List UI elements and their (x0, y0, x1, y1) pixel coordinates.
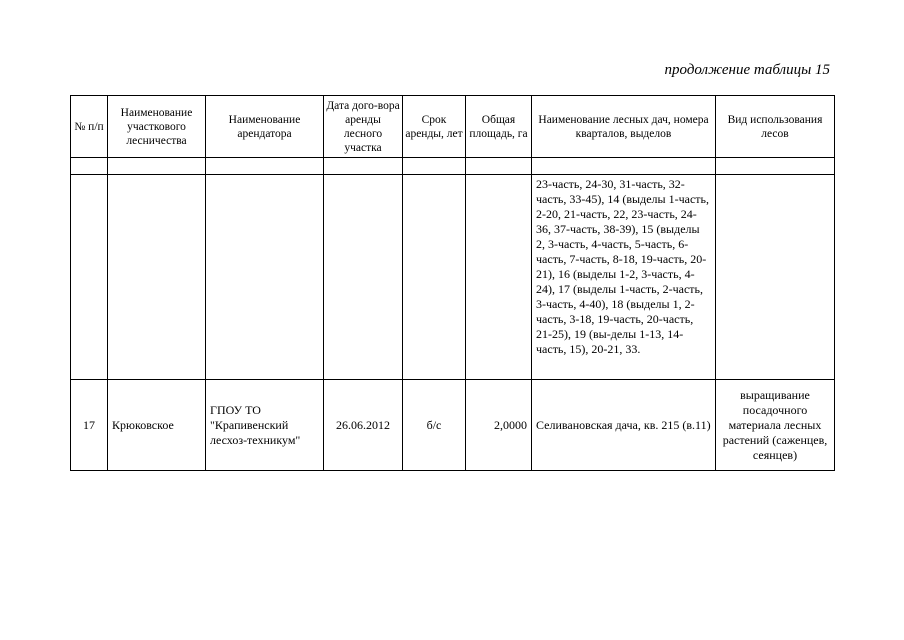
header-use: Вид использования лесов (716, 96, 835, 158)
cell-num: 17 (71, 380, 108, 471)
cell-date: 26.06.2012 (324, 380, 403, 471)
table-row (71, 175, 835, 380)
cell-dachas: 23-часть, 24-30, 31-часть, 32-часть, 33-45), 14 (выделы 1-часть, 2-20, 21-часть, 22, 23-часть, 24-36, 37-часть, 38-39), 15 (выделы 2, 3-часть, 4-часть, 5-часть, 6-часть, 7-часть, 8-18, 19-часть, 20-21), 16 (выделы 1-2, 3-часть, 4-24), 17 (выделы 1-часть, 2-часть, 3-часть, 4-40), 18 (выделы 1, 2-часть, 3-18, 19-часть, 20-часть, 21-25), 19 (вы-делы 1-13, 14-часть, 15), 20-21, 33. (532, 175, 716, 380)
cell-dachas: Селивановская дача, кв. 215 (в.11) (532, 380, 716, 471)
cell-date (324, 175, 403, 380)
cell-area: 2,0000 (466, 380, 532, 471)
table-row (71, 380, 835, 471)
header-row (71, 96, 835, 158)
header-tenant: Наименование арендатора (206, 96, 324, 158)
header-area: Общая площадь, га (466, 96, 532, 158)
header-forestry: Наименование участкового лесничества (108, 96, 206, 158)
cell-forestry: Крюковское (108, 380, 206, 471)
cell-tenant: ГПОУ ТО "Крапивенский лесхоз-техникум" (206, 380, 324, 471)
cell-use (716, 175, 835, 380)
lease-table (70, 95, 835, 471)
cell-term: б/с (403, 380, 466, 471)
cell-num (71, 175, 108, 380)
cell-use: выращивание посадочного материала лесных растений (саженцев, сеянцев) (716, 380, 835, 471)
cell-term (403, 175, 466, 380)
cell-forestry (108, 175, 206, 380)
header-term: Срок аренды, лет (403, 96, 466, 158)
table-caption: продолжение таблицы 15 (664, 62, 830, 78)
header-num: № п/п (71, 96, 108, 158)
cell-tenant (206, 175, 324, 380)
header-dachas: Наименование лесных дач, номера кварталов, выделов (532, 96, 716, 158)
header-date: Дата дого-вора аренды лесного участка (324, 96, 403, 158)
spacer-row (71, 158, 835, 175)
cell-area (466, 175, 532, 380)
